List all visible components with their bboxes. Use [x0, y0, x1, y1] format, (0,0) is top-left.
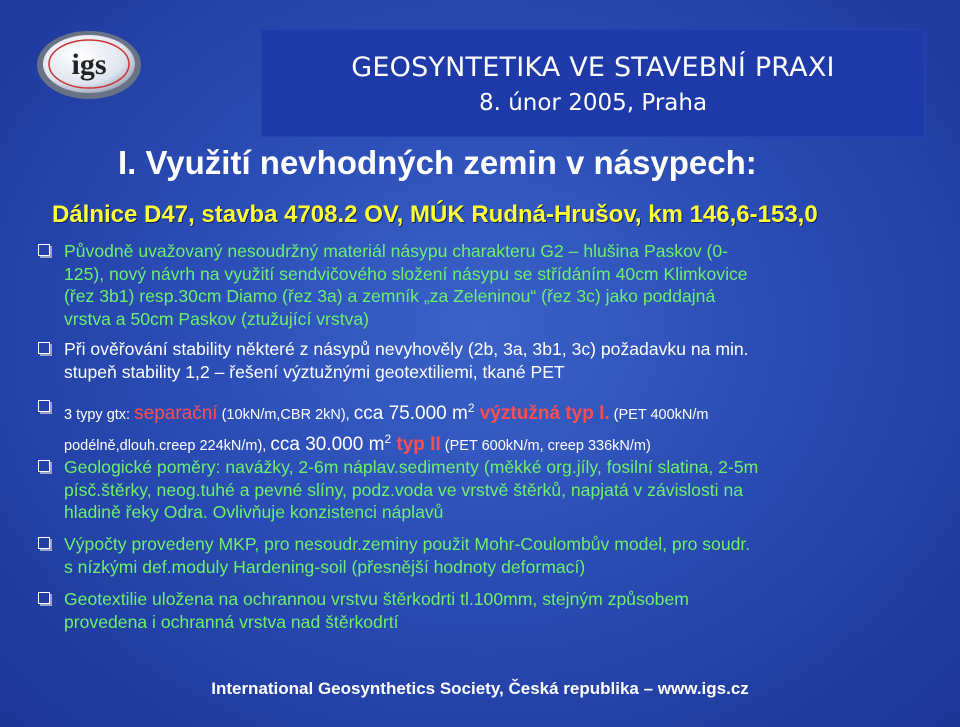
checkbox-bullet-icon [38, 342, 50, 354]
footer: International Geosynthetics Society, Česká republika – www.igs.cz [211, 679, 749, 698]
header-title: GEOSYNTETIKA VE STAVEBNÍ PRAXI [351, 52, 835, 83]
checkbox-bullet-icon [38, 400, 50, 412]
logo-text: igs [71, 48, 107, 81]
header-subtitle: 8. únor 2005, Praha [478, 90, 708, 116]
bullet-1 [38, 240, 918, 330]
checkbox-bullet-icon [38, 460, 50, 472]
bullet-3 [38, 396, 918, 458]
checkbox-bullet-icon [38, 537, 50, 549]
checkbox-bullet-icon [38, 244, 50, 256]
igs-logo [36, 30, 142, 100]
bullet-5 [38, 533, 918, 578]
bullet-6-text: Geotextilie uložena na ochrannou vrstvu štěrkodrti tl.100mm, stejným způsobem provedena i ochranná vrstva nad štěrkodrtí [64, 589, 689, 632]
bullet-3-text: 3 typy gtx: separační (10kN/m,CBR 2kN), cca 75.000 $m^2$ výztužná typ I. (PET 400kN/m podélně,dlouh.creep 224kN/m), cca 30.000 $m^2$ typ II (PET 600kN/m, creep 336kN/m) [64, 401, 709, 455]
bullet-1-text: Původně uvažovaný nesoudržný materiál násypu charakteru G2 – hlušina Paskov (0- 125), nový návrh na využití sendvičového složení násypu se střídáním 40cm Klimkovice (řez 3b1) resp.30cm Diamo (řez 3a) a zemník „za Zeleninou“ (řez 3c) jako poddajná vrstva a 50cm Paskov (ztužující vrstva) [64, 241, 748, 329]
main-title: I. Využití nevhodných zemin v násypech: [118, 144, 757, 181]
bullet-6 [38, 588, 918, 633]
slide-subtitle: Dálnice D47, stavba 4708.2 OV, MÚK Rudná-Hrušov, km 146,6-153,0 [52, 201, 818, 228]
bullet-2 [38, 338, 918, 383]
bullet-4-text: Geologické poměry: navážky, 2-6m náplav.sedimenty (měkké org.jíly, fosilní slatina, 2-5m písč.štěrky, neog.tuhé a pevné slíny, podz.voda ve vrstvě štěrků, napjatá v závislosti na hladině řeky Odra. Ovlivňuje konzistenci náplavů [64, 457, 759, 522]
header-box [262, 30, 924, 136]
bullet-2-text: Při ověřování stability některé z násypů nevyhověly (2b, 3a, 3b1, 3c) požadavku na min. stupeň stability 1,2 – řešení výztužnými geotextiliemi, tkané PET [64, 339, 749, 382]
bullet-5-text: Výpočty provedeny MKP, pro nesoudr.zeminy použit Mohr-Coulombův model, pro soudr. s nízkými def.moduly Hardening-soil (přesnější hodnoty deformací) [64, 534, 751, 577]
bullet-4 [38, 456, 918, 524]
checkbox-bullet-icon [38, 592, 50, 604]
